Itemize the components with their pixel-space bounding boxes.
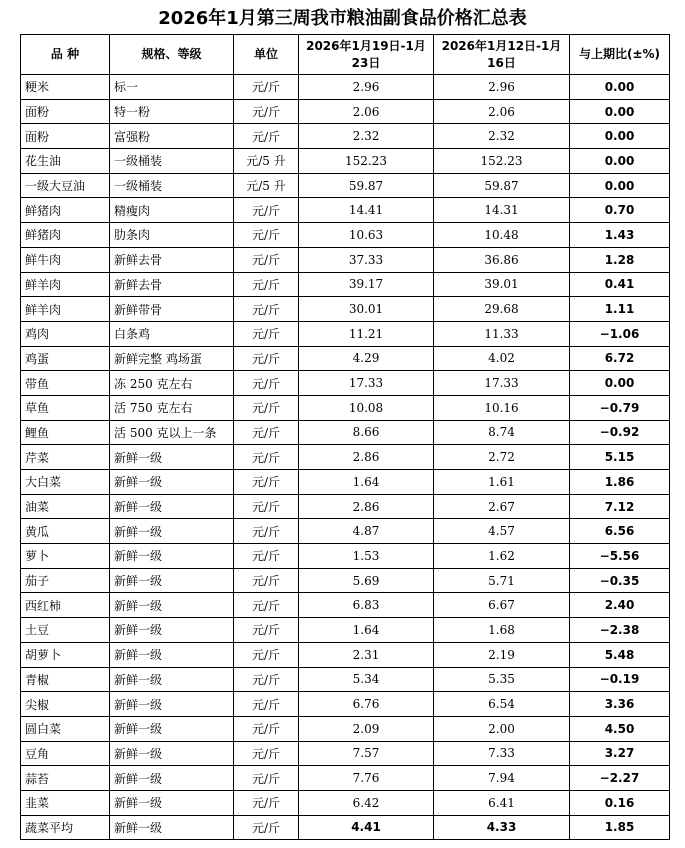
cell-spec: 一级桶装 xyxy=(110,149,234,174)
table-row xyxy=(21,494,670,519)
table-row xyxy=(21,420,670,445)
cell-name: 草鱼 xyxy=(21,395,110,420)
table-body xyxy=(21,75,670,840)
cell-change: 7.12 xyxy=(570,494,670,519)
cell-previous-price: 6.41 xyxy=(434,790,570,815)
cell-current-price: 2.32 xyxy=(299,124,434,149)
cell-spec: 富强粉 xyxy=(110,124,234,149)
cell-unit: 元/斤 xyxy=(234,593,299,618)
cell-previous-price: 1.62 xyxy=(434,544,570,569)
cell-unit: 元/斤 xyxy=(234,297,299,322)
cell-name: 黄瓜 xyxy=(21,519,110,544)
cell-spec: 新鲜一级 xyxy=(110,642,234,667)
cell-previous-price: 4.02 xyxy=(434,346,570,371)
cell-spec: 新鲜一级 xyxy=(110,741,234,766)
cell-current-price: 2.96 xyxy=(299,75,434,100)
cell-change: 1.28 xyxy=(570,247,670,272)
cell-change: −5.56 xyxy=(570,544,670,569)
cell-current-price: 5.34 xyxy=(299,667,434,692)
cell-change: 0.00 xyxy=(570,75,670,100)
cell-previous-price: 7.33 xyxy=(434,741,570,766)
cell-current-price: 6.76 xyxy=(299,692,434,717)
cell-spec: 新鲜去骨 xyxy=(110,272,234,297)
cell-current-price: 4.41 xyxy=(299,815,434,840)
cell-unit: 元/斤 xyxy=(234,470,299,495)
cell-current-price: 2.09 xyxy=(299,716,434,741)
table-row xyxy=(21,321,670,346)
cell-previous-price: 2.06 xyxy=(434,99,570,124)
cell-unit: 元/斤 xyxy=(234,272,299,297)
cell-change: −2.38 xyxy=(570,618,670,643)
cell-previous-price: 10.16 xyxy=(434,395,570,420)
cell-spec: 新鲜带骨 xyxy=(110,297,234,322)
cell-previous-price: 17.33 xyxy=(434,371,570,396)
header-name: 品 种 xyxy=(21,35,110,75)
cell-name: 鲜猪肉 xyxy=(21,223,110,248)
cell-current-price: 10.63 xyxy=(299,223,434,248)
table-row xyxy=(21,198,670,223)
table-row xyxy=(21,790,670,815)
cell-current-price: 6.42 xyxy=(299,790,434,815)
cell-unit: 元/斤 xyxy=(234,544,299,569)
cell-unit: 元/斤 xyxy=(234,568,299,593)
cell-change: 0.00 xyxy=(570,371,670,396)
cell-name: 韭菜 xyxy=(21,790,110,815)
cell-current-price: 4.29 xyxy=(299,346,434,371)
cell-current-price: 11.21 xyxy=(299,321,434,346)
table-row xyxy=(21,815,670,840)
table-row xyxy=(21,667,670,692)
cell-change: −0.35 xyxy=(570,568,670,593)
cell-name: 圆白菜 xyxy=(21,716,110,741)
cell-spec: 新鲜一级 xyxy=(110,716,234,741)
cell-unit: 元/斤 xyxy=(234,124,299,149)
cell-name: 西红柿 xyxy=(21,593,110,618)
cell-name: 带鱼 xyxy=(21,371,110,396)
cell-unit: 元/斤 xyxy=(234,766,299,791)
price-table xyxy=(20,34,670,840)
header-spec: 规格、等级 xyxy=(110,35,234,75)
cell-previous-price: 11.33 xyxy=(434,321,570,346)
cell-spec: 活 500 克以上一条 xyxy=(110,420,234,445)
cell-previous-price: 8.74 xyxy=(434,420,570,445)
cell-spec: 活 750 克左右 xyxy=(110,395,234,420)
cell-unit: 元/斤 xyxy=(234,198,299,223)
cell-spec: 肋条肉 xyxy=(110,223,234,248)
table-row xyxy=(21,618,670,643)
cell-unit: 元/斤 xyxy=(234,692,299,717)
cell-previous-price: 7.94 xyxy=(434,766,570,791)
header-unit: 单位 xyxy=(234,35,299,75)
table-row xyxy=(21,766,670,791)
cell-current-price: 4.87 xyxy=(299,519,434,544)
cell-name: 青椒 xyxy=(21,667,110,692)
table-row xyxy=(21,346,670,371)
cell-unit: 元/斤 xyxy=(234,790,299,815)
cell-spec: 新鲜一级 xyxy=(110,544,234,569)
cell-spec: 新鲜一级 xyxy=(110,470,234,495)
cell-name: 面粉 xyxy=(21,124,110,149)
cell-change: 4.50 xyxy=(570,716,670,741)
table-row xyxy=(21,173,670,198)
cell-unit: 元/斤 xyxy=(234,445,299,470)
cell-name: 鲜牛肉 xyxy=(21,247,110,272)
cell-previous-price: 4.57 xyxy=(434,519,570,544)
cell-current-price: 37.33 xyxy=(299,247,434,272)
cell-current-price: 7.57 xyxy=(299,741,434,766)
cell-current-price: 1.53 xyxy=(299,544,434,569)
table-row xyxy=(21,642,670,667)
cell-spec: 白条鸡 xyxy=(110,321,234,346)
cell-previous-price: 5.35 xyxy=(434,667,570,692)
cell-unit: 元/5 升 xyxy=(234,149,299,174)
table-row xyxy=(21,716,670,741)
cell-spec: 新鲜一级 xyxy=(110,494,234,519)
cell-change: −1.06 xyxy=(570,321,670,346)
cell-unit: 元/5 升 xyxy=(234,173,299,198)
cell-spec: 新鲜一级 xyxy=(110,667,234,692)
header-change: 与上期比(±%) xyxy=(570,35,670,75)
cell-spec: 一级桶装 xyxy=(110,173,234,198)
cell-unit: 元/斤 xyxy=(234,420,299,445)
cell-change: 0.00 xyxy=(570,124,670,149)
table-row xyxy=(21,445,670,470)
cell-change: 0.70 xyxy=(570,198,670,223)
cell-spec: 标一 xyxy=(110,75,234,100)
cell-current-price: 2.86 xyxy=(299,445,434,470)
cell-change: 6.56 xyxy=(570,519,670,544)
table-header-row xyxy=(21,35,670,75)
cell-change: 2.40 xyxy=(570,593,670,618)
cell-name: 鲜猪肉 xyxy=(21,198,110,223)
cell-unit: 元/斤 xyxy=(234,99,299,124)
table-row xyxy=(21,247,670,272)
cell-spec: 新鲜一级 xyxy=(110,618,234,643)
cell-current-price: 10.08 xyxy=(299,395,434,420)
document-title: 2026年1月第三周我市粮油副食品价格汇总表 xyxy=(158,8,527,29)
cell-change: 0.00 xyxy=(570,99,670,124)
cell-previous-price: 6.67 xyxy=(434,593,570,618)
table-row xyxy=(21,99,670,124)
cell-unit: 元/斤 xyxy=(234,223,299,248)
cell-name: 大白菜 xyxy=(21,470,110,495)
cell-unit: 元/斤 xyxy=(234,667,299,692)
cell-name: 萝卜 xyxy=(21,544,110,569)
cell-spec: 新鲜一级 xyxy=(110,519,234,544)
cell-current-price: 7.76 xyxy=(299,766,434,791)
table-row xyxy=(21,124,670,149)
cell-previous-price: 6.54 xyxy=(434,692,570,717)
cell-previous-price: 152.23 xyxy=(434,149,570,174)
cell-name: 鸡肉 xyxy=(21,321,110,346)
cell-change: 1.85 xyxy=(570,815,670,840)
table-row xyxy=(21,371,670,396)
cell-change: 5.15 xyxy=(570,445,670,470)
cell-previous-price: 2.67 xyxy=(434,494,570,519)
cell-current-price: 6.83 xyxy=(299,593,434,618)
table-row xyxy=(21,272,670,297)
cell-name: 豆角 xyxy=(21,741,110,766)
cell-current-price: 39.17 xyxy=(299,272,434,297)
cell-change: 0.00 xyxy=(570,173,670,198)
cell-change: 1.43 xyxy=(570,223,670,248)
cell-previous-price: 14.31 xyxy=(434,198,570,223)
cell-previous-price: 2.19 xyxy=(434,642,570,667)
cell-spec: 特一粉 xyxy=(110,99,234,124)
cell-change: −0.19 xyxy=(570,667,670,692)
cell-current-price: 30.01 xyxy=(299,297,434,322)
cell-spec: 新鲜一级 xyxy=(110,692,234,717)
cell-previous-price: 2.72 xyxy=(434,445,570,470)
cell-spec: 冻 250 克左右 xyxy=(110,371,234,396)
cell-current-price: 59.87 xyxy=(299,173,434,198)
cell-previous-price: 29.68 xyxy=(434,297,570,322)
cell-unit: 元/斤 xyxy=(234,642,299,667)
cell-previous-price: 36.86 xyxy=(434,247,570,272)
table-row xyxy=(21,395,670,420)
table-row xyxy=(21,470,670,495)
table-row xyxy=(21,223,670,248)
cell-name: 胡萝卜 xyxy=(21,642,110,667)
header-previous-period: 2026年1月12日-1月16日 xyxy=(434,35,570,75)
table-row xyxy=(21,544,670,569)
cell-unit: 元/斤 xyxy=(234,716,299,741)
cell-name: 芹菜 xyxy=(21,445,110,470)
cell-name: 尖椒 xyxy=(21,692,110,717)
table-row xyxy=(21,593,670,618)
cell-previous-price: 5.71 xyxy=(434,568,570,593)
cell-current-price: 1.64 xyxy=(299,470,434,495)
cell-unit: 元/斤 xyxy=(234,815,299,840)
cell-change: 0.41 xyxy=(570,272,670,297)
cell-name: 鲤鱼 xyxy=(21,420,110,445)
cell-previous-price: 2.96 xyxy=(434,75,570,100)
cell-change: 1.11 xyxy=(570,297,670,322)
table-row xyxy=(21,692,670,717)
cell-name: 蒜苔 xyxy=(21,766,110,791)
cell-unit: 元/斤 xyxy=(234,494,299,519)
cell-name: 鸡蛋 xyxy=(21,346,110,371)
cell-current-price: 8.66 xyxy=(299,420,434,445)
cell-unit: 元/斤 xyxy=(234,741,299,766)
table-row xyxy=(21,741,670,766)
table-row xyxy=(21,149,670,174)
cell-change: 0.00 xyxy=(570,149,670,174)
cell-spec: 新鲜完整 鸡场蛋 xyxy=(110,346,234,371)
cell-name: 茄子 xyxy=(21,568,110,593)
cell-previous-price: 1.68 xyxy=(434,618,570,643)
cell-previous-price: 10.48 xyxy=(434,223,570,248)
cell-name: 鲜羊肉 xyxy=(21,272,110,297)
cell-spec: 新鲜一级 xyxy=(110,593,234,618)
cell-change: 3.27 xyxy=(570,741,670,766)
table-row xyxy=(21,75,670,100)
cell-change: −2.27 xyxy=(570,766,670,791)
cell-name: 油菜 xyxy=(21,494,110,519)
cell-unit: 元/斤 xyxy=(234,519,299,544)
table-row xyxy=(21,519,670,544)
cell-current-price: 1.64 xyxy=(299,618,434,643)
cell-change: 1.86 xyxy=(570,470,670,495)
cell-name: 一级大豆油 xyxy=(21,173,110,198)
cell-unit: 元/斤 xyxy=(234,371,299,396)
cell-spec: 新鲜一级 xyxy=(110,445,234,470)
cell-current-price: 2.31 xyxy=(299,642,434,667)
cell-unit: 元/斤 xyxy=(234,395,299,420)
cell-change: −0.79 xyxy=(570,395,670,420)
cell-previous-price: 2.32 xyxy=(434,124,570,149)
cell-current-price: 2.86 xyxy=(299,494,434,519)
cell-current-price: 14.41 xyxy=(299,198,434,223)
cell-name: 粳米 xyxy=(21,75,110,100)
cell-change: −0.92 xyxy=(570,420,670,445)
cell-current-price: 2.06 xyxy=(299,99,434,124)
cell-unit: 元/斤 xyxy=(234,346,299,371)
cell-spec: 新鲜一级 xyxy=(110,766,234,791)
cell-previous-price: 1.61 xyxy=(434,470,570,495)
cell-name: 土豆 xyxy=(21,618,110,643)
cell-change: 6.72 xyxy=(570,346,670,371)
cell-unit: 元/斤 xyxy=(234,618,299,643)
cell-change: 0.16 xyxy=(570,790,670,815)
table-row xyxy=(21,568,670,593)
table-row xyxy=(21,297,670,322)
cell-previous-price: 4.33 xyxy=(434,815,570,840)
cell-unit: 元/斤 xyxy=(234,321,299,346)
cell-name: 花生油 xyxy=(21,149,110,174)
cell-spec: 新鲜去骨 xyxy=(110,247,234,272)
header-current-period: 2026年1月19日-1月23日 xyxy=(299,35,434,75)
cell-name: 面粉 xyxy=(21,99,110,124)
cell-current-price: 17.33 xyxy=(299,371,434,396)
cell-name: 鲜羊肉 xyxy=(21,297,110,322)
cell-change: 5.48 xyxy=(570,642,670,667)
cell-unit: 元/斤 xyxy=(234,247,299,272)
cell-spec: 新鲜一级 xyxy=(110,568,234,593)
cell-previous-price: 2.00 xyxy=(434,716,570,741)
cell-previous-price: 59.87 xyxy=(434,173,570,198)
cell-spec: 精瘦肉 xyxy=(110,198,234,223)
cell-spec: 新鲜一级 xyxy=(110,815,234,840)
cell-unit: 元/斤 xyxy=(234,75,299,100)
cell-current-price: 152.23 xyxy=(299,149,434,174)
cell-name: 蔬菜平均 xyxy=(21,815,110,840)
cell-current-price: 5.69 xyxy=(299,568,434,593)
cell-change: 3.36 xyxy=(570,692,670,717)
cell-spec: 新鲜一级 xyxy=(110,790,234,815)
cell-previous-price: 39.01 xyxy=(434,272,570,297)
